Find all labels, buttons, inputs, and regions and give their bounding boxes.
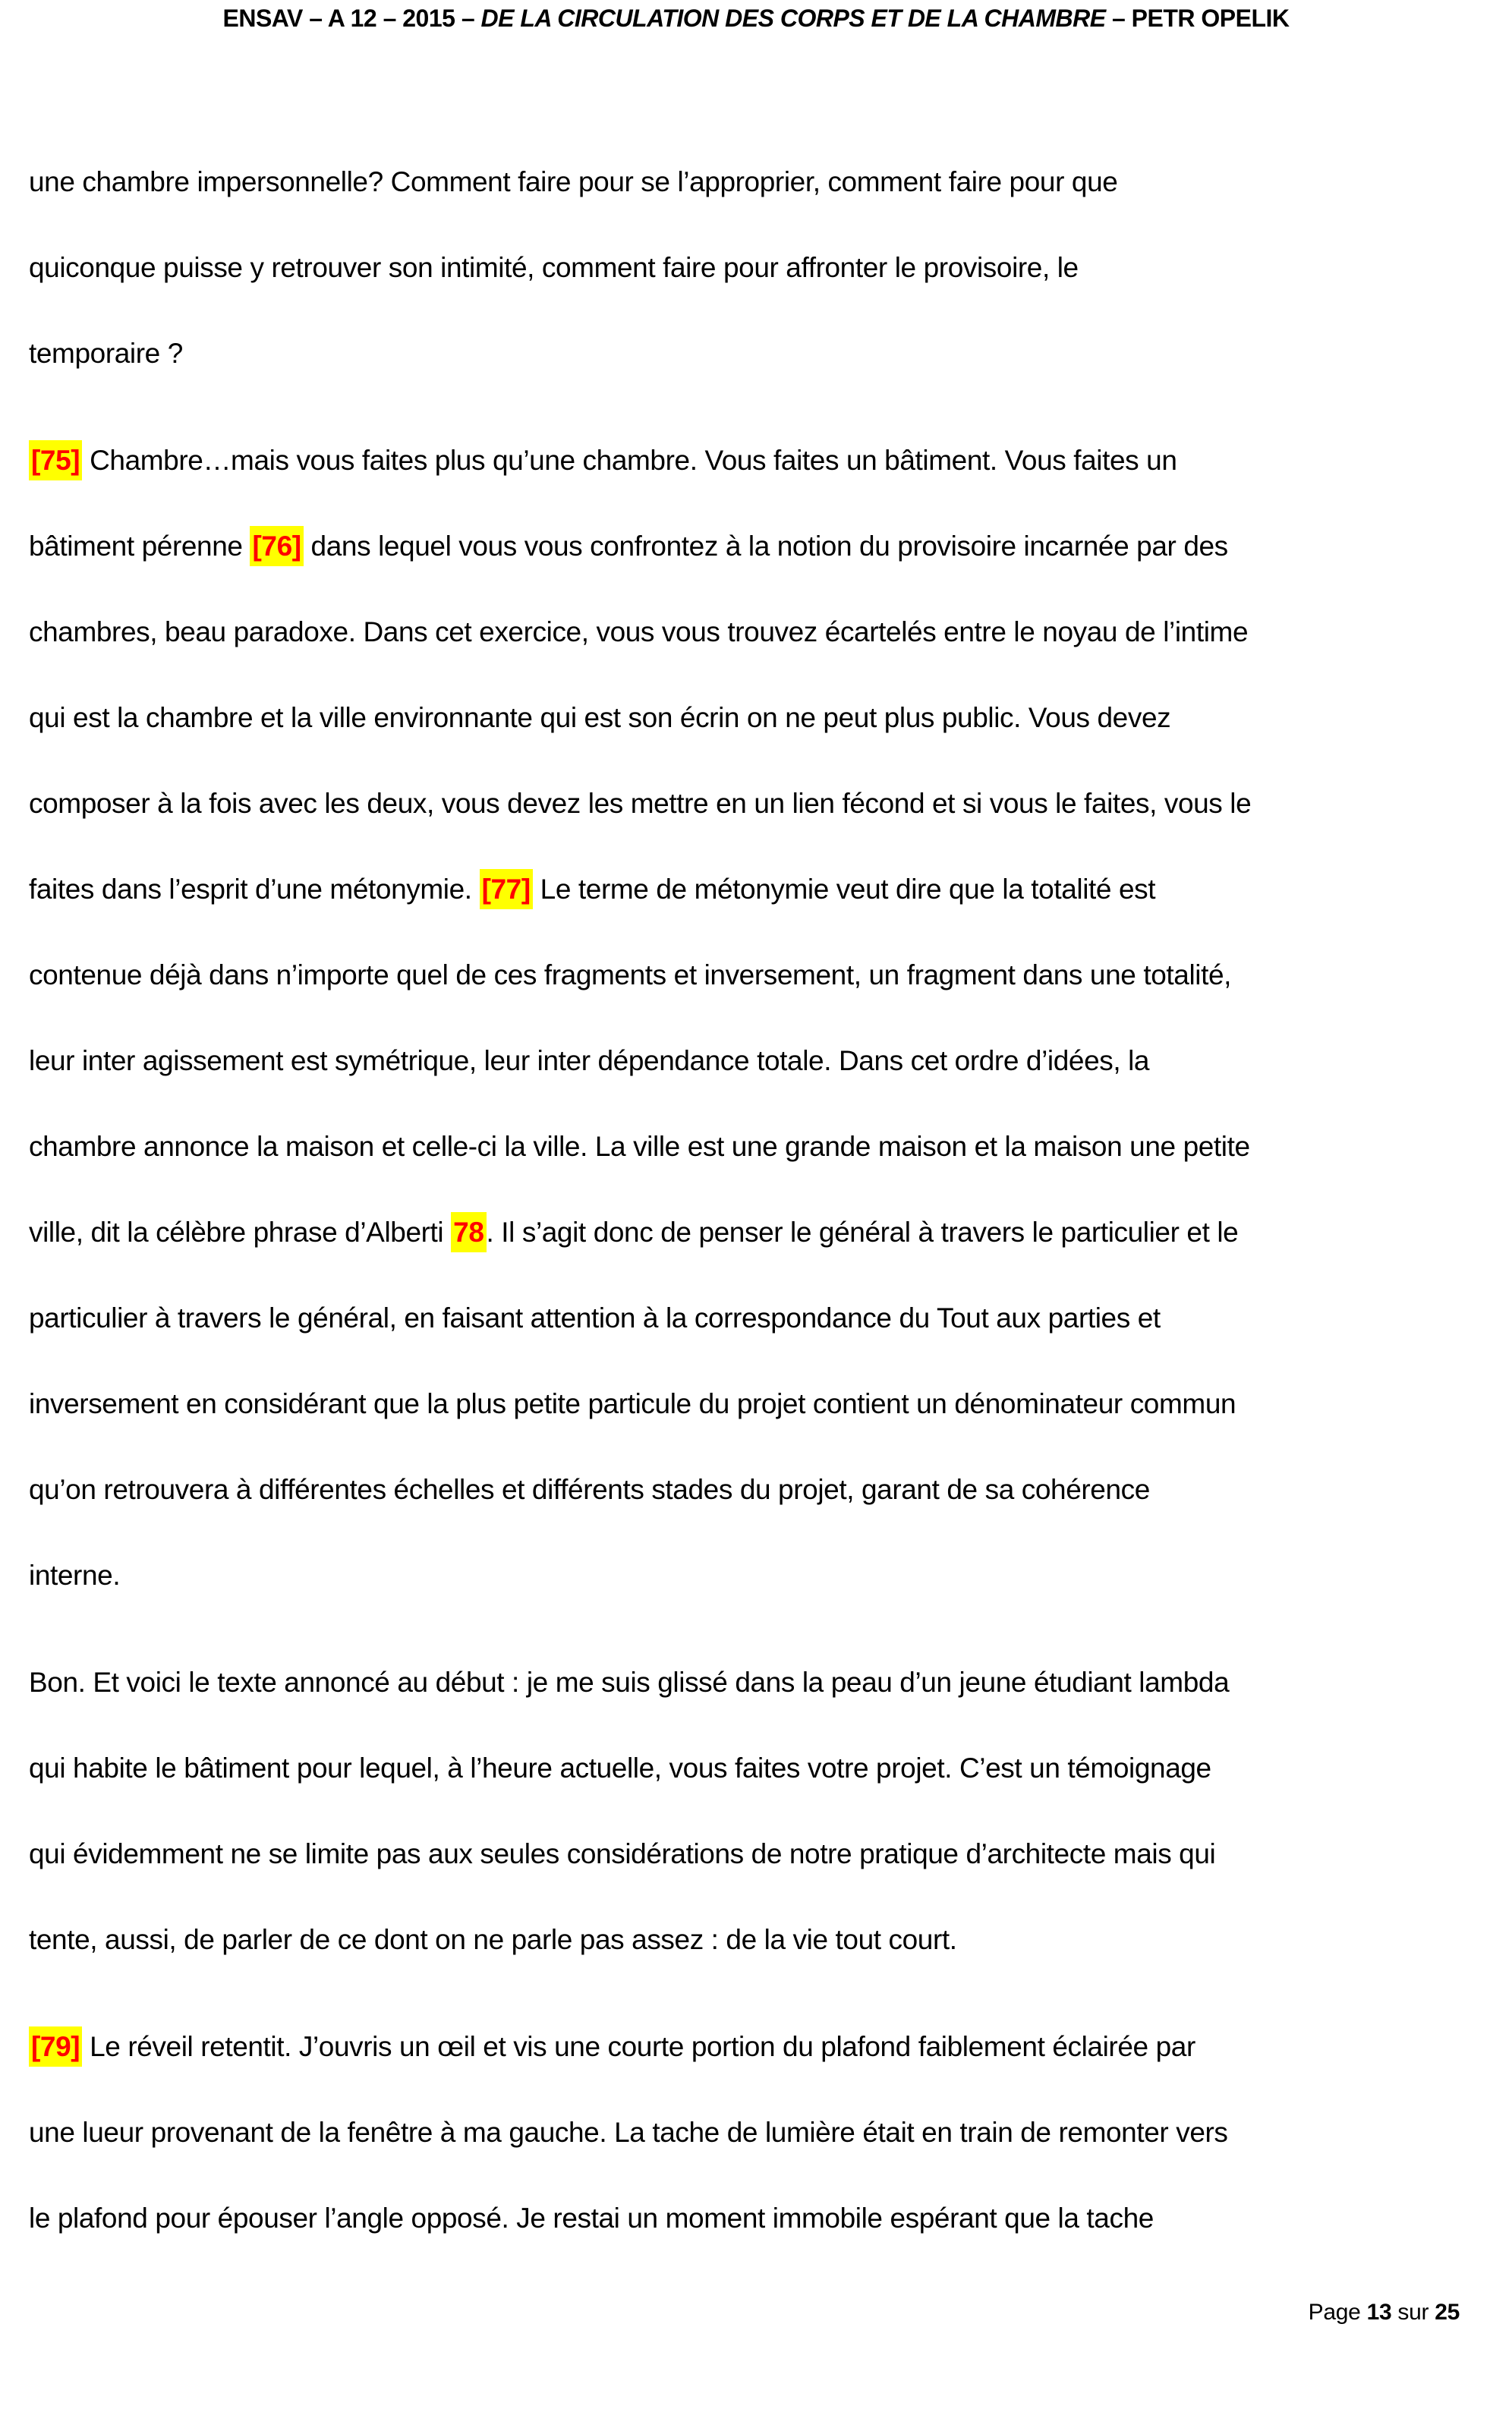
text-line [29,675,1483,760]
highlighted-reference-marker: [75] [29,440,82,480]
text-run: quiconque puisse y retrouver son intimité, comment faire pour affronter le provisoire, le [29,252,1079,283]
paragraph [29,139,1483,396]
text-line [29,2089,1483,2175]
text-run: . Il s’agit donc de penser le général à travers le particulier et le [486,1217,1239,1248]
text-line [29,760,1483,846]
text-line [29,1104,1483,1189]
text-line [29,1189,1483,1275]
text-run: chambre annonce la maison et celle-ci la ville. La ville est une grande maison et la maison une petite [29,1131,1250,1162]
text-line [29,139,1483,225]
text-line [29,1018,1483,1104]
text-run: particulier à travers le général, en faisant attention à la correspondance du Tout aux parties et [29,1302,1161,1334]
text-run: qu’on retrouvera à différentes échelles et différents stades du projet, garant de sa cohérence [29,1474,1150,1505]
highlighted-reference-marker: 78 [451,1212,486,1252]
header-text-run: DE LA CIRCULATION DES CORPS ET DE LA CHAMBRE [480,5,1106,32]
text-line [29,503,1483,589]
highlighted-reference-marker: [76] [250,526,303,566]
text-line [29,932,1483,1018]
text-line [29,1639,1483,1725]
page-number-run: 25 [1435,2300,1460,2325]
text-line [29,846,1483,932]
text-run: ville, dit la célèbre phrase d’Alberti [29,1217,452,1248]
page-number-run: sur [1391,2300,1435,2325]
text-run: qui habite le bâtiment pour lequel, à l’heure actuelle, vous faites votre projet. C’est un témoignage [29,1752,1211,1784]
text-line [29,1897,1483,1982]
paragraph [29,2004,1483,2261]
text-line [29,1447,1483,1532]
paragraph [29,417,1483,1618]
paragraph [29,1639,1483,1982]
text-line [29,1725,1483,1811]
highlighted-reference-marker: [79] [29,2026,82,2067]
page-number-run: 13 [1366,2300,1392,2325]
text-run: dans lequel vous vous confrontez à la notion du provisoire incarnée par des [303,531,1228,562]
text-line [29,2175,1483,2261]
text-run: bâtiment pérenne [29,531,250,562]
document-body [29,139,1483,2282]
text-run: qui évidemment ne se limite pas aux seules considérations de notre pratique d’architecte mais qui [29,1838,1216,1869]
header-text-run: ENSAV – A 12 – 2015 – [222,5,481,32]
text-run: inversement en considérant que la plus petite particule du projet contient un dénominateur commun [29,1388,1236,1419]
page-number-run: Page [1308,2300,1367,2325]
text-run: Bon. Et voici le texte annoncé au début : je me suis glissé dans la peau d’un jeune étudiant lambda [29,1667,1230,1698]
page-number [1309,2300,1460,2326]
header-text-run: – PETR OPELIK [1105,5,1290,32]
text-run: Le réveil retentit. J’ouvris un œil et vis une courte portion du plafond faiblement éclairée par [82,2031,1195,2062]
text-run: une lueur provenant de la fenêtre à ma gauche. La tache de lumière était en train de remonter vers [29,2117,1228,2148]
text-run: tente, aussi, de parler de ce dont on ne parle pas assez : de la vie tout court. [29,1924,957,1955]
text-line [29,1275,1483,1361]
text-line [29,1361,1483,1447]
text-line [29,225,1483,310]
text-line [29,1811,1483,1897]
text-run: une chambre impersonnelle? Comment faire pour se l’approprier, comment faire pour que [29,166,1118,197]
text-line [29,417,1483,503]
text-run: le plafond pour épouser l’angle opposé. Je restai un moment immobile espérant que la tache [29,2203,1154,2234]
text-run: faites dans l’esprit d’une métonymie. [29,874,480,905]
text-run: chambres, beau paradoxe. Dans cet exercice, vous vous trouvez écartelés entre le noyau de l’intime [29,616,1249,647]
text-run: leur inter agissement est symétrique, leur inter dépendance totale. Dans cet ordre d’idées, la [29,1045,1150,1076]
text-line [29,1532,1483,1618]
text-run: Le terme de métonymie veut dire que la totalité est [532,874,1156,905]
page-header [0,5,1512,33]
text-run: temporaire ? [29,338,183,369]
text-run: qui est la chambre et la ville environnante qui est son écrin on ne peut plus public. Vous devez [29,702,1171,733]
text-run: interne. [29,1560,121,1591]
text-run: composer à la fois avec les deux, vous devez les mettre en un lien fécond et si vous le faites, vous le [29,788,1252,819]
text-line [29,310,1483,396]
highlighted-reference-marker: [77] [480,869,533,909]
text-line [29,589,1483,675]
text-line [29,2004,1483,2089]
text-run: Chambre…mais vous faites plus qu’une chambre. Vous faites un bâtiment. Vous faites un [82,445,1177,476]
text-run: contenue déjà dans n’importe quel de ces fragments et inversement, un fragment dans une totalité, [29,959,1232,990]
